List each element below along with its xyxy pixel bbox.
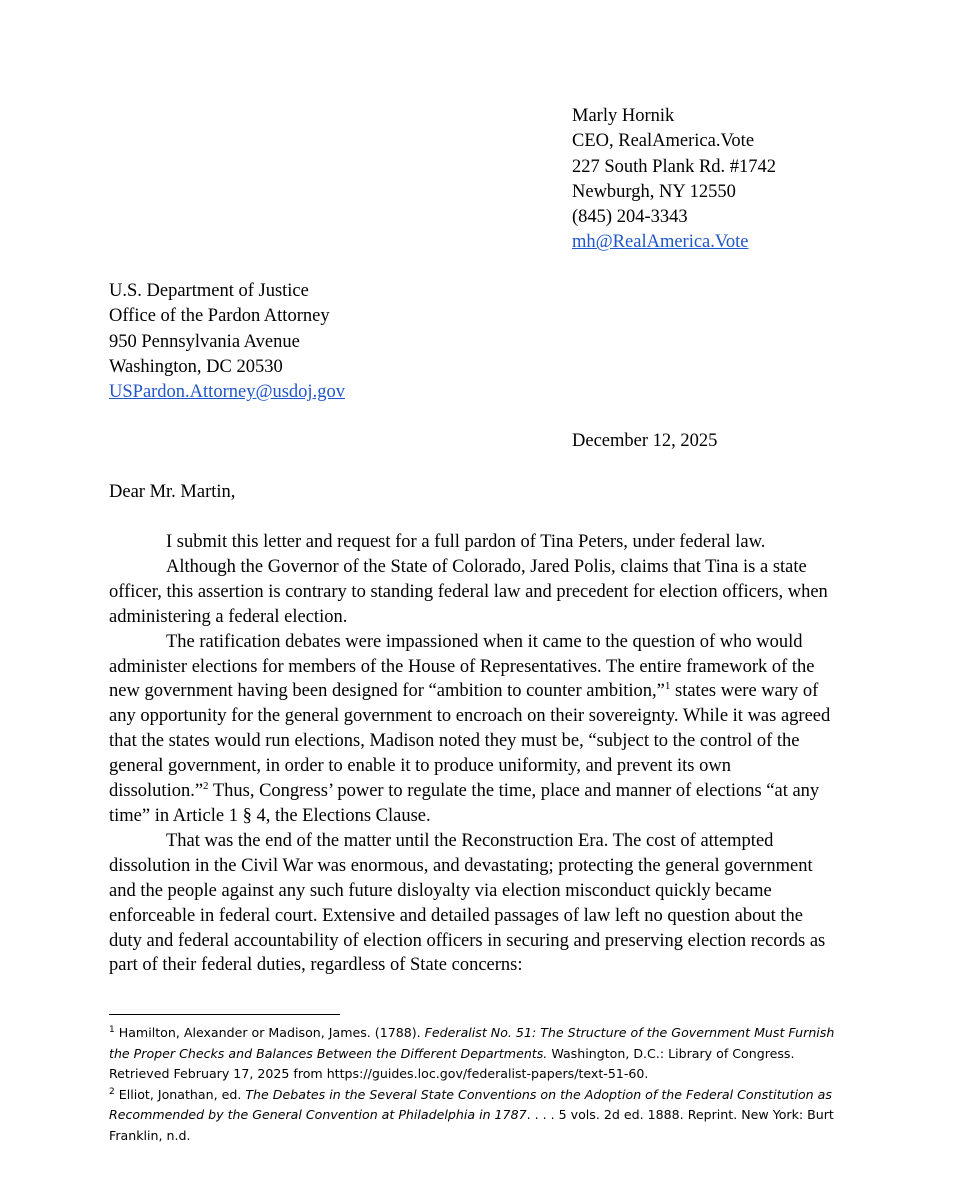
body-line: any opportunity for the general government to encroach on their sovereignty. While it was agreed	[109, 706, 831, 727]
footnote-marker-1[interactable]: 1	[664, 680, 671, 693]
sender-block	[572, 104, 776, 256]
footnote-divider	[109, 1014, 340, 1015]
footnote-number: 2	[109, 1086, 115, 1097]
body-line: The ratification debates were impassioned when it came to the question of who would	[166, 631, 803, 652]
recipient-line-2: Office of the Pardon Attorney	[109, 306, 330, 327]
recipient-line-4: Washington, DC 20530	[109, 356, 283, 377]
sender-title: CEO, RealAmerica.Vote	[572, 131, 755, 152]
body-line: Although the Governor of the State of Colorado, Jared Polis, claims that Tina is a state	[166, 556, 807, 577]
sender-name: Marly Hornik	[572, 106, 675, 126]
body-line: administering a federal election.	[109, 606, 348, 627]
letter-body	[109, 530, 869, 978]
recipient-email-link[interactable]: USPardon.Attorney@usdoj.gov	[109, 382, 345, 403]
body-line: time” in Article 1 § 4, the Elections Clause.	[109, 805, 431, 826]
body-line: and the people against any such future disloyalty via election misconduct quickly became	[109, 880, 772, 901]
footnote-number: 1	[109, 1025, 115, 1035]
body-line: dissolution in the Civil War was enormous, and devastating; protecting the general government	[109, 855, 813, 876]
body-line: enforceable in federal court. Extensive and detailed passages of law left no question about the	[109, 905, 804, 926]
body-line-with-footnote-2: dissolution.”$^2$ Thus, Congress’ power to regulate the time, place and manner of elections “at any	[109, 780, 820, 802]
letter-date: December 12, 2025	[572, 431, 718, 451]
sender-email-link[interactable]: mh@RealAmerica.Vote	[572, 232, 749, 253]
body-line: part of their federal duties, regardless of State concerns:	[109, 955, 523, 976]
body-line: That was the end of the matter until the Reconstruction Era. The cost of attempted	[166, 830, 774, 851]
body-line-with-footnote-1: new government having been designed for “ambition to counter ambition,”$^1$ states were wary of	[109, 680, 819, 702]
body-line: general government, in order to enable it to produce uniformity, and prevent its own	[109, 756, 731, 777]
footnote-2: $^2$ Elliot, Jonathan, ed. The Debates in the Several State Conventions on the Adoption of the Federal Constitution as Recommended by the General Convention at Philadelphia in 1787. . . . 5 vols. 2d ed. 1888. Reprint. New York: Burt Franklin, n.d.	[109, 1086, 834, 1143]
body-paragraph-1	[109, 530, 869, 555]
body-paragraph-4	[109, 829, 869, 978]
sender-street: 227 South Plank Rd. #1742	[572, 156, 777, 177]
body-line: I submit this letter and request for a full pardon of Tina Peters, under federal law.	[166, 532, 766, 552]
body-paragraph-2	[109, 555, 869, 630]
sender-city: Newburgh, NY 12550	[572, 181, 736, 202]
footnote-1: $^1$ Hamilton, Alexander or Madison, James. (1788). Federalist No. 51: The Structure of the Government Must Furnish the Proper Checks and Balances Between the Different Departments. Washington, D.C.: Library of Congress. Retrieved February 17, 2025 from https://guides.loc.gov/federalist-papers/text-51-60.	[109, 1025, 835, 1081]
body-line: duty and federal accountability of election officers in securing and preserving election records as	[109, 930, 826, 951]
recipient-line-1: U.S. Department of Justice	[109, 281, 309, 301]
salutation: Dear Mr. Martin,	[109, 482, 236, 502]
body-line: that the states would run elections, Madison noted they must be, “subject to the control of the	[109, 731, 800, 752]
footnotes-section	[109, 1023, 869, 1146]
body-line: officer, this assertion is contrary to standing federal law and precedent for election officers, when	[109, 581, 828, 602]
footnote-marker-2[interactable]: 2	[203, 780, 209, 793]
sender-phone: (845) 204-3343	[572, 207, 688, 228]
recipient-line-3: 950 Pennsylvania Avenue	[109, 331, 300, 352]
body-paragraph-3	[109, 630, 869, 829]
body-line: administer elections for members of the House of Representatives. The entire framework of the	[109, 656, 815, 677]
recipient-block	[109, 279, 345, 405]
